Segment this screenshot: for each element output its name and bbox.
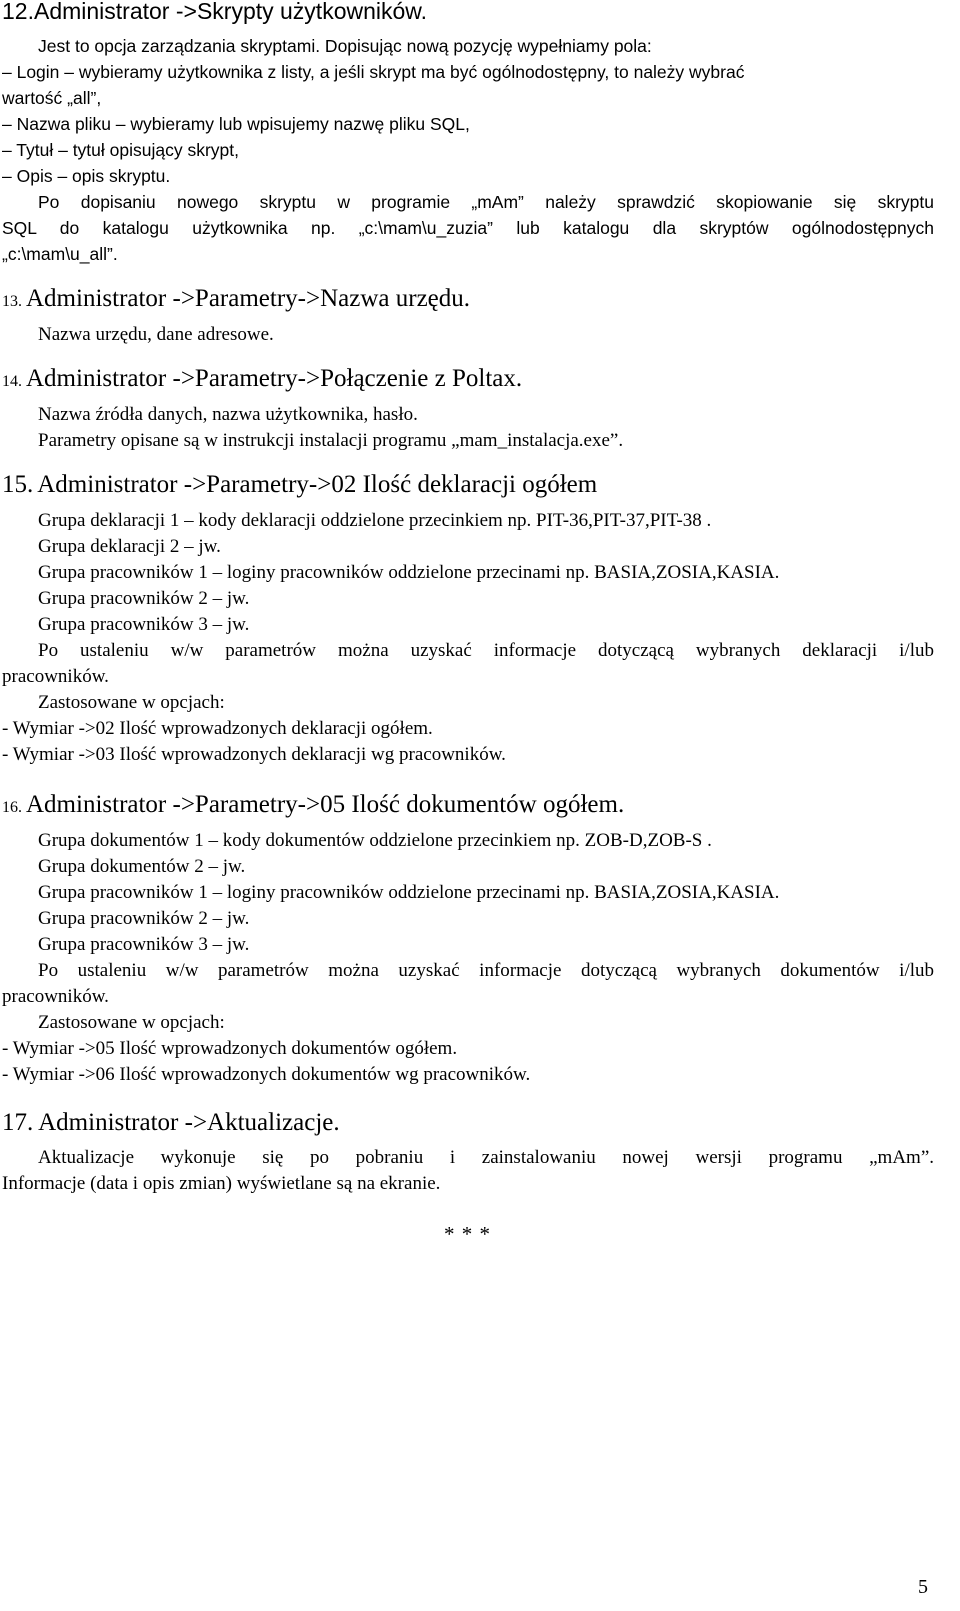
s12-line-1: Jest to opcja zarządzania skryptami. Dopisując nową pozycję wypełniamy pola:	[38, 36, 652, 56]
s16-line-4: Grupa pracowników 2 – jw.	[38, 908, 250, 929]
s15-line-5: Grupa pracowników 3 – jw.	[38, 614, 250, 635]
section-16-heading	[2, 791, 624, 819]
s15-line-1: Grupa deklaracji 1 – kody deklaracji oddzielone przecinkiem np. PIT-36,PIT-37,PIT-38 .	[38, 510, 712, 531]
section-13-number: 13.	[2, 293, 22, 310]
s16-line-7: pracowników.	[2, 986, 109, 1007]
section-separator: * * *	[444, 1222, 491, 1246]
section-16-number: 16.	[2, 799, 22, 816]
s16-line-10: - Wymiar ->06 Ilość wprowadzonych dokumentów wg pracowników.	[2, 1064, 531, 1085]
s12-line-5: – Tytuł – tytuł opisujący skrypt,	[2, 140, 240, 160]
s16-line-8: Zastosowane w opcjach:	[38, 1012, 225, 1033]
s15-line-7: pracowników.	[2, 666, 109, 687]
section-15-title: Administrator ->Parametry->02 Ilość deklaracji ogółem	[37, 471, 598, 498]
s15-line-3: Grupa pracowników 1 – loginy pracowników oddzielone przecinami np. BASIA,ZOSIA,KASIA.	[38, 562, 780, 583]
section-13-title: Administrator ->Parametry->Nazwa urzędu.	[26, 285, 471, 312]
s17-line-1: Aktualizacje wykonuje się po pobraniu i zainstalowaniu nowej wersji programu „mAm”.	[38, 1147, 934, 1168]
s16-line-3: Grupa pracowników 1 – loginy pracowników oddzielone przecinami np. BASIA,ZOSIA,KASIA.	[38, 882, 780, 903]
s15-line-4: Grupa pracowników 2 – jw.	[38, 588, 250, 609]
section-15-heading	[2, 471, 597, 499]
s15-line-8: Zastosowane w opcjach:	[38, 692, 225, 713]
s13-line-1: Nazwa urzędu, dane adresowe.	[38, 324, 274, 345]
section-12-heading: 12.Administrator ->Skrypty użytkowników.	[2, 0, 428, 24]
s12-line-2: – Login – wybieramy użytkownika z listy, a jeśli skrypt ma być ogólnodostępny, to należy wybrać	[2, 62, 745, 82]
s12-line-6: – Opis – opis skryptu.	[2, 166, 171, 186]
section-14-title: Administrator ->Parametry->Połączenie z Poltax.	[26, 365, 523, 392]
s16-line-2: Grupa dokumentów 2 – jw.	[38, 856, 246, 877]
section-16-title: Administrator ->Parametry->05 Ilość dokumentów ogółem.	[26, 791, 625, 818]
s12-para-2: SQL do katalogu użytkownika np. „c:\mam\u_zuzia” lub katalogu dla skryptów ogólnodostępnych	[2, 218, 934, 238]
s16-line-9: - Wymiar ->05 Ilość wprowadzonych dokumentów ogółem.	[2, 1038, 458, 1059]
s12-para-3: „c:\mam\u_all”.	[2, 244, 118, 264]
section-13-heading	[2, 285, 470, 313]
section-15-number: 15.	[2, 471, 34, 498]
s12-line-4: – Nazwa pliku – wybieramy lub wpisujemy nazwę pliku SQL,	[2, 114, 470, 134]
s16-line-1: Grupa dokumentów 1 – kody dokumentów oddzielone przecinkiem np. ZOB-D,ZOB-S .	[38, 830, 712, 851]
s12-para-1: Po dopisaniu nowego skryptu w programie „mAm” należy sprawdzić skopiowanie się skryptu	[38, 192, 934, 212]
section-14-number: 14.	[2, 373, 22, 390]
s17-line-2: Informacje (data i opis zmian) wyświetlane są na ekranie.	[2, 1173, 441, 1194]
section-17-heading: 17. Administrator ->Aktualizacje.	[2, 1109, 340, 1136]
s16-line-6: Po ustaleniu w/w parametrów można uzyskać informacje dotyczącą wybranych dokumentów i/lub	[38, 960, 934, 981]
s15-line-6: Po ustaleniu w/w parametrów można uzyskać informacje dotyczącą wybranych deklaracji i/lub	[38, 640, 934, 661]
s15-line-9: - Wymiar ->02 Ilość wprowadzonych deklaracji ogółem.	[2, 718, 433, 739]
s12-line-3: wartość „all”,	[2, 88, 102, 108]
s15-line-2: Grupa deklaracji 2 – jw.	[38, 536, 221, 557]
page-number: 5	[918, 1576, 928, 1598]
s14-line-2: Parametry opisane są w instrukcji instalacji programu „mam_instalacja.exe”.	[38, 430, 624, 451]
section-14-heading	[2, 365, 522, 393]
s15-line-10: - Wymiar ->03 Ilość wprowadzonych deklaracji wg pracowników.	[2, 744, 506, 765]
s14-line-1: Nazwa źródła danych, nazwa użytkownika, hasło.	[38, 404, 418, 425]
s16-line-5: Grupa pracowników 3 – jw.	[38, 934, 250, 955]
